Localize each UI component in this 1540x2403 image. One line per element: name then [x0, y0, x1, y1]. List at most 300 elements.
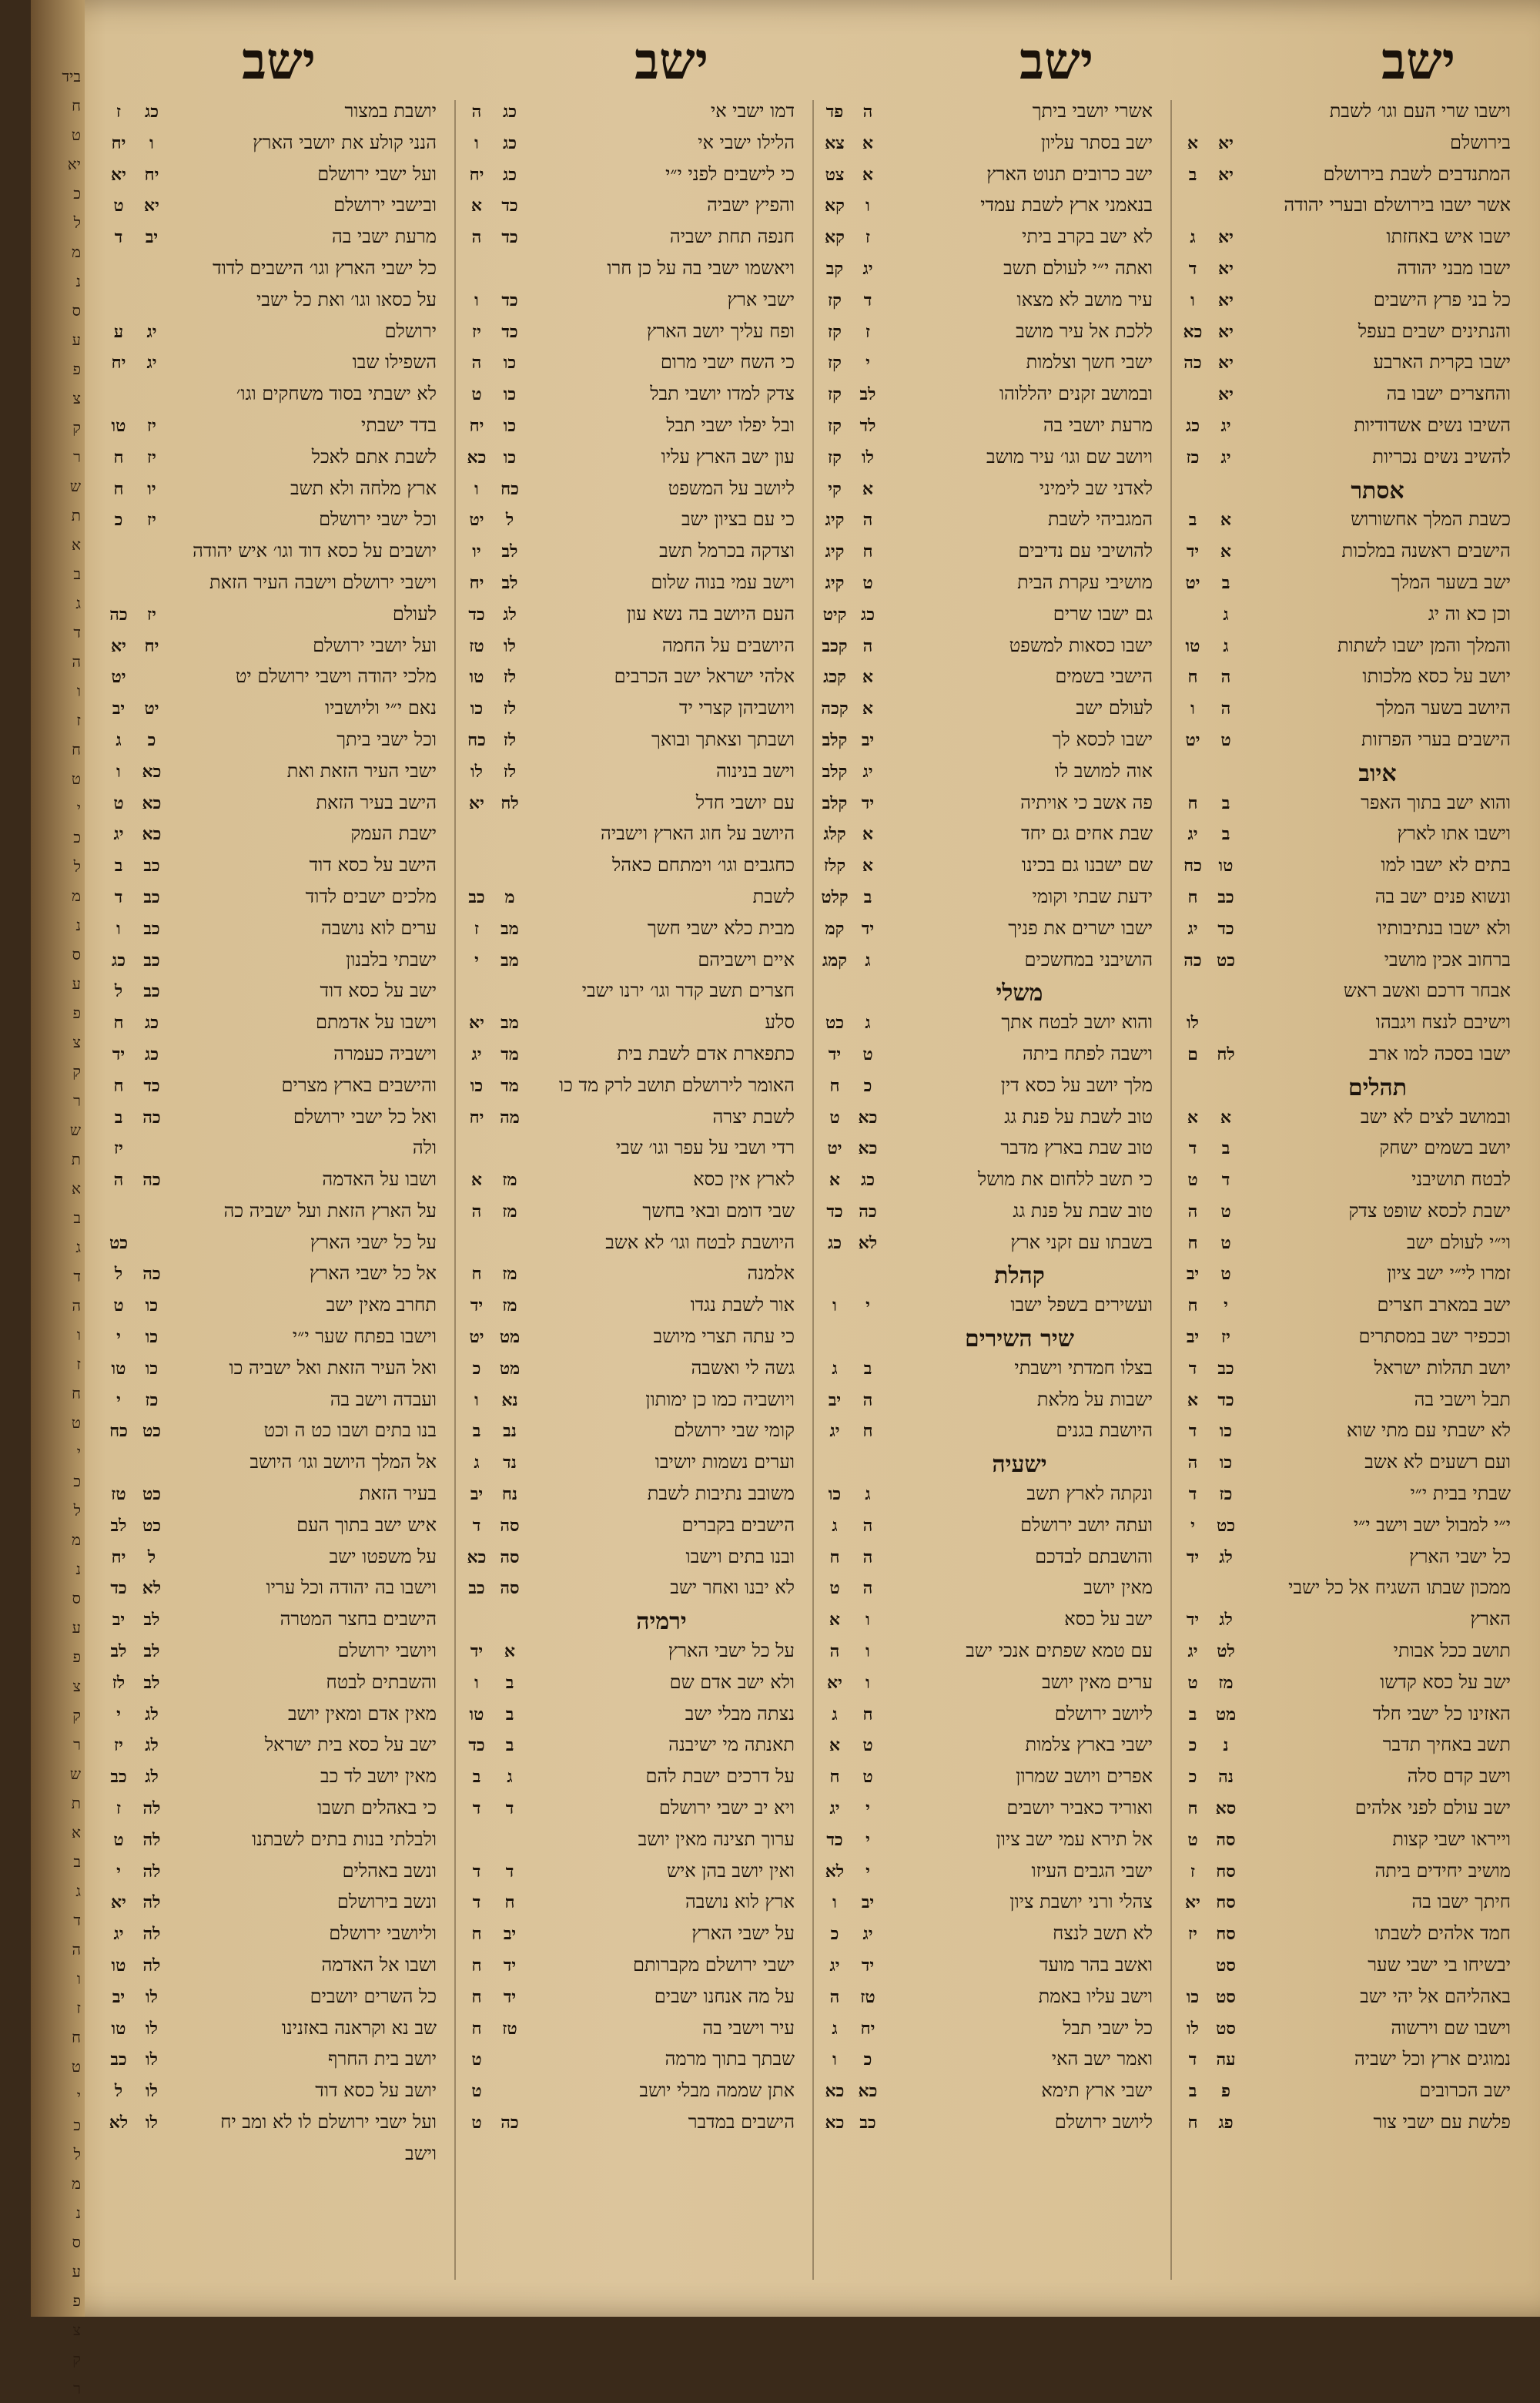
chapter-ref: א [862, 824, 874, 845]
chapter-ref: יב [503, 1924, 517, 1945]
chapter-ref: לח [500, 793, 519, 813]
concordance-entry [462, 1294, 801, 1326]
verse-ref: קמ [825, 918, 845, 939]
concordance-entry [104, 1357, 443, 1389]
concordance-entry [104, 665, 443, 697]
entry-text: לעולם [392, 602, 437, 625]
verse-ref: א [470, 196, 483, 216]
gutter-line: ס [72, 945, 81, 964]
concordance-entry [462, 635, 801, 666]
concordance-entry [820, 1546, 1159, 1577]
chapter-ref: לג [145, 1735, 159, 1756]
chapter-ref: ד [1221, 1170, 1230, 1191]
entry-text: איים וישביהם [698, 948, 795, 970]
concordance-entry [1178, 1200, 1517, 1232]
verse-ref: קלב [822, 761, 848, 782]
concordance-entry [1178, 665, 1517, 697]
verse-ref: קיט [822, 604, 847, 625]
verse-ref: ח [113, 447, 124, 468]
concordance-entry [462, 2111, 801, 2143]
gutter-line: א [71, 1179, 81, 1198]
chapter-ref: ג [1223, 635, 1229, 656]
entry-text: עיר מושב לא מצאו [1016, 288, 1153, 310]
chapter-ref: יד [861, 918, 875, 939]
chapter-ref: יח [144, 635, 159, 656]
concordance-entry [104, 1640, 443, 1671]
concordance-entry [462, 1640, 801, 1671]
entry-text: שבתי בבית י״י [1410, 1483, 1511, 1505]
concordance-entry [1178, 414, 1517, 446]
verse-ref: ז [1190, 1861, 1196, 1882]
chapter-ref: א [504, 1641, 516, 1662]
verse-ref: קלב [822, 793, 848, 813]
entry-text: היושבת לבטח וגו׳ לא אשב [605, 1231, 795, 1253]
verse-ref: ב [1188, 2081, 1197, 2102]
verse-ref: ג [832, 1515, 838, 1536]
book-heading [1178, 760, 1517, 792]
entry-text: והפיץ ישביה [707, 194, 795, 216]
concordance-entry [820, 665, 1159, 697]
entry-text: ארץ לוא נושבה [685, 1891, 795, 1913]
entry-text: לשבת יצרה [712, 1105, 795, 1128]
chapter-ref: כא [142, 793, 162, 813]
chapter-ref: יג [862, 761, 873, 782]
chapter-ref: כז [145, 1389, 159, 1410]
verse-ref: טו [469, 667, 484, 688]
chapter-ref: לו [146, 2113, 158, 2133]
verse-ref: ז [474, 918, 480, 939]
concordance-entry [462, 1860, 801, 1892]
entry-text: ישב במארב חצרים [1377, 1294, 1511, 1316]
entry-text: לא ישב בקרב ביתי [1022, 226, 1153, 248]
verse-ref: יג [113, 824, 124, 845]
concordance-entry [104, 917, 443, 949]
gutter-line: ס [72, 301, 81, 320]
verse-ref: א [470, 1170, 483, 1191]
header-col-2: ישב [1019, 31, 1093, 91]
verse-ref: לא [825, 1861, 845, 1882]
entry-text: היושב על חוג הארץ וישביה [601, 823, 795, 845]
entry-text: ישבו לכסא לך [1052, 728, 1153, 750]
verse-ref: ב [1188, 510, 1197, 531]
concordance-entry [820, 1514, 1159, 1546]
chapter-ref: לב [501, 572, 518, 593]
concordance-entry [820, 478, 1159, 509]
verse-ref: ג [832, 1358, 838, 1379]
chapter-ref: יז [147, 604, 156, 625]
concordance-entry [104, 1703, 443, 1734]
chapter-ref: כו [503, 415, 517, 436]
chapter-ref: לו [146, 2018, 158, 2039]
book-heading [1178, 1074, 1517, 1106]
entry-text: כחגבים וגו׳ וימתחם כאהל [612, 854, 795, 876]
concordance-entry [820, 2111, 1159, 2143]
verse-ref: יט [111, 667, 126, 688]
gutter-text [38, 62, 81, 2403]
concordance-entry [820, 226, 1159, 257]
chapter-ref: סח [1216, 1892, 1236, 1913]
gutter-line: נ [75, 916, 81, 934]
verse-ref: ז [116, 1798, 122, 1819]
chapter-ref: סה [1216, 1829, 1236, 1850]
chapter-ref: סט [1216, 1986, 1236, 2007]
entry-text: לאדני שב לימיני [1039, 477, 1153, 499]
entry-text: ערוך תצינה מאין יושב [638, 1828, 795, 1850]
chapter-ref: י [865, 1829, 870, 1850]
entry-text: ישבו בקרית הארבע [1373, 351, 1511, 374]
verse-ref: יב [1186, 1264, 1200, 1285]
gutter-line: ל [73, 213, 81, 232]
entry-text: ממכון שבתו השגיח אל כל ישבי [1288, 1577, 1511, 1599]
concordance-entry [1178, 949, 1517, 980]
verse-ref: י [116, 1327, 121, 1348]
verse-ref: יד [1186, 1610, 1200, 1630]
entry-text: ואוריד כאביר יושבים [1006, 1797, 1153, 1819]
chapter-ref: מט [499, 1358, 521, 1379]
chapter-ref: ט [1220, 1201, 1231, 1222]
concordance-entry [104, 1828, 443, 1860]
entry-text: לשבת [752, 885, 795, 907]
entry-text: תבל וישבי בה [1414, 1388, 1511, 1410]
entry-text: ברחוב אכין מושבי [1384, 948, 1511, 970]
chapter-ref: נ [1223, 1735, 1229, 1756]
verse-ref: ט [113, 1829, 124, 1850]
chapter-ref: ו [865, 1610, 870, 1630]
verse-ref: כ [830, 1924, 839, 1945]
verse-ref: ג [832, 1704, 838, 1724]
book-name: אסתר [1351, 477, 1404, 504]
entry-text: ידעת שבתי וקומי [1032, 885, 1153, 907]
entry-text: ישב הכרובים [1419, 2080, 1511, 2102]
verse-ref: קכה [821, 699, 849, 719]
concordance-entry [462, 1419, 801, 1451]
chapter-ref: ג [865, 1484, 871, 1505]
concordance-column-2 [820, 100, 1159, 2287]
entry-text: ואמר ישב האי [1051, 2048, 1153, 2070]
verse-ref: יז [114, 1735, 123, 1756]
verse-ref: ד [1188, 2049, 1197, 2070]
entry-text: ואשב בהר מועד [1039, 1954, 1153, 1976]
concordance-entry [820, 1986, 1159, 2017]
chapter-ref: ג [1223, 604, 1229, 625]
chapter-ref: א [1220, 541, 1232, 562]
entry-text: השיבו נשים אשדודיות [1354, 414, 1511, 436]
entry-text: וישב קדם סלה [1407, 1765, 1511, 1788]
entry-text: מרעת יושבי בה [1043, 414, 1153, 436]
concordance-entry [1178, 508, 1517, 540]
chapter-ref: כד [143, 1075, 160, 1096]
verse-ref: ח [113, 478, 124, 499]
verse-ref: כה [1183, 950, 1202, 970]
gutter-line: ל [73, 2145, 81, 2163]
entry-text: ולא ישב אדם שם [669, 1671, 795, 1693]
gutter-line: ט [71, 2057, 81, 2076]
verse-ref: קז [828, 384, 842, 405]
concordance-entry [1178, 1168, 1517, 1200]
verse-ref: ט [829, 1107, 840, 1128]
concordance-entry [462, 383, 801, 414]
entry-text: ישב בשער המלך [1391, 571, 1511, 593]
concordance-entry [104, 1734, 443, 1765]
verse-ref: יד [828, 1044, 842, 1064]
verse-ref: ו [474, 1672, 479, 1693]
verse-ref: קלט [821, 886, 849, 907]
verse-ref: יז [472, 321, 481, 342]
gutter-line: ד [73, 1267, 81, 1285]
column-rule [1170, 100, 1172, 2280]
concordance-entry [1178, 1514, 1517, 1546]
chapter-ref: נה [1218, 1767, 1234, 1788]
entry-text: וי״י לעולם ישב [1406, 1231, 1511, 1253]
chapter-ref: ה [862, 1547, 873, 1567]
entry-text: ליושב ירושלם [1054, 2111, 1153, 2133]
chapter-ref: כג [144, 102, 159, 122]
entry-text: ולא ישבו בנתיבותיו [1377, 917, 1511, 939]
chapter-ref: יג [146, 321, 157, 342]
entry-text: לא ישבתי עם מתי שוא [1346, 1419, 1511, 1442]
entry-text: וכל ישבי ביתך [336, 728, 437, 750]
concordance-entry [462, 2080, 801, 2111]
entry-text: יושב על כסא דוד [315, 2080, 437, 2102]
gutter-line: ט [71, 769, 81, 788]
chapter-ref: לה [142, 1798, 161, 1819]
gutter-line: מ [72, 1530, 81, 1549]
concordance-entry [104, 1326, 443, 1357]
chapter-ref: כד [501, 227, 518, 248]
chapter-ref: טז [502, 2018, 517, 2039]
verse-ref: ו [474, 290, 479, 310]
chapter-ref: ב [505, 1704, 514, 1724]
header-col-3: ישב [634, 31, 708, 91]
concordance-entry [104, 2143, 443, 2174]
chapter-ref: מז [502, 1295, 517, 1316]
concordance-entry [104, 446, 443, 478]
entry-text: היושבת בגנים [1056, 1419, 1153, 1442]
gutter-line: ס [72, 2233, 81, 2251]
verse-ref: א [829, 1610, 841, 1630]
chapter-ref: כד [501, 321, 518, 342]
verse-ref: כב [468, 886, 485, 907]
concordance-entry [104, 980, 443, 1011]
chapter-ref: יא [144, 196, 159, 216]
chapter-ref: יט [144, 699, 159, 719]
entry-text: עם טמא שפתים אנכי ישב [966, 1640, 1153, 1662]
chapter-ref: כו [145, 1295, 159, 1316]
gutter-line: ז [76, 1999, 81, 2017]
entry-text: ישבי חשך וצלמות [1026, 351, 1153, 374]
chapter-ref: יז [1221, 1327, 1230, 1348]
concordance-entry [1178, 289, 1517, 320]
concordance-entry [1178, 1419, 1517, 1451]
verse-ref: א [829, 1735, 841, 1756]
gutter-line: ת [71, 1150, 81, 1168]
entry-text: מאין אדם ומאין יושב [287, 1702, 437, 1724]
concordance-entry [820, 1797, 1159, 1828]
verse-ref: ח [113, 1013, 124, 1034]
concordance-entry [462, 886, 801, 917]
chapter-ref: כו [503, 384, 517, 405]
concordance-entry [1178, 100, 1517, 132]
entry-text: הנני קולע את יושבי הארץ [253, 131, 437, 153]
chapter-ref: לה [142, 1924, 161, 1945]
verse-ref: ח [1187, 886, 1198, 907]
book-heading [820, 1451, 1159, 1483]
concordance-entry [462, 351, 801, 383]
concordance-entry [104, 320, 443, 352]
verse-ref: כד [826, 1829, 843, 1850]
chapter-ref: כג [502, 102, 517, 122]
entry-text: הישב על כסא דוד [309, 854, 437, 876]
entry-text: בתים לא ישבו למו [1381, 854, 1511, 876]
verse-ref: ל [114, 981, 123, 1002]
entry-text: בנאמני ארץ לשבת עמדי [980, 194, 1153, 216]
chapter-ref: ד [863, 290, 872, 310]
gutter-line: כ [73, 828, 81, 846]
chapter-ref: סט [1216, 1956, 1236, 1976]
verse-ref: ה [471, 1201, 482, 1222]
entry-text: ישב על כסא בית ישראל [264, 1734, 437, 1756]
concordance-entry [1178, 1734, 1517, 1765]
entry-text: ויושביה כמו כן ימותון [645, 1388, 795, 1410]
entry-text: ירושלם [384, 320, 437, 342]
verse-ref: כד [826, 1201, 843, 1222]
concordance-entry [820, 603, 1159, 635]
verse-ref: יא [469, 1013, 484, 1034]
chapter-ref: ח [862, 1704, 873, 1724]
verse-ref: קז [828, 290, 842, 310]
verse-ref: ט [1187, 1170, 1198, 1191]
chapter-ref: ד [505, 1861, 514, 1882]
chapter-ref: לג [1219, 1610, 1233, 1630]
verse-ref: יג [1187, 1641, 1198, 1662]
gutter-line: ה [72, 652, 81, 671]
entry-text: ישבי בארץ צלמות [1025, 1734, 1153, 1756]
chapter-ref: לו [504, 635, 516, 656]
entry-text: וכן כא וה יג [1428, 602, 1511, 625]
entry-text: יבשיחו בי ישבי שער [1368, 1954, 1511, 1976]
header-col-4: ישב [242, 31, 316, 91]
chapter-ref: יג [862, 258, 873, 279]
entry-text: ואל העיר הזאת ואל ישביה כו [229, 1356, 437, 1379]
chapter-ref: מב [500, 918, 519, 939]
concordance-entry [462, 603, 801, 635]
entry-text: כי לישבים לפני י״י [665, 163, 795, 185]
entry-text: ערים לוא נושבה [321, 917, 437, 939]
chapter-ref: י [1224, 1295, 1228, 1316]
concordance-entry [104, 1168, 443, 1200]
concordance-entry [1178, 351, 1517, 383]
concordance-entry [1178, 194, 1517, 226]
verse-ref: ד [114, 227, 123, 248]
verse-ref: ד [472, 1861, 481, 1882]
concordance-entry [1178, 257, 1517, 289]
entry-text: אל המלך היושב וגו׳ היושב [249, 1451, 437, 1473]
verse-ref: ל [114, 1264, 123, 1285]
entry-text: כל ישבי תבל [1063, 2016, 1153, 2039]
entry-text: וככפיר ישב במסתרים [1358, 1326, 1511, 1348]
entry-text: על כל ישבי הארץ [668, 1640, 795, 1662]
concordance-entry [1178, 1608, 1517, 1640]
entry-text: על הארץ הזאת ועל ישביה כה [223, 1199, 437, 1222]
entry-text: הישבים בערי הפרזות [1361, 728, 1511, 750]
chapter-ref: סא [1215, 1798, 1237, 1819]
entry-text: כי באהלים תשבו [317, 1797, 437, 1819]
verse-ref: לב [110, 1641, 127, 1662]
concordance-entry [104, 571, 443, 603]
concordance-entry [104, 1891, 443, 1922]
concordance-entry [104, 1106, 443, 1138]
gutter-line: פ [72, 1647, 81, 1666]
entry-text: יושבים על כסא דוד וגו׳ איש יהודה [192, 540, 437, 562]
chapter-ref: א [1220, 510, 1232, 531]
concordance-entry [820, 2017, 1159, 2049]
entry-text: ועשירים בשפל ישבו [1010, 1294, 1153, 1316]
concordance-entry [1178, 1357, 1517, 1389]
verse-ref: קא [825, 196, 845, 216]
concordance-entry [820, 1106, 1159, 1138]
chapter-ref: לו [146, 2081, 158, 2102]
verse-ref: כו [470, 1075, 484, 1096]
verse-ref: כ [472, 1358, 481, 1379]
chapter-ref: נד [503, 1453, 517, 1473]
verse-ref: קמג [822, 950, 848, 970]
entry-text: ישבו איש באחזתו [1386, 226, 1511, 248]
verse-ref: ה [829, 1641, 840, 1662]
verse-ref: י [116, 1704, 121, 1724]
concordance-entry [462, 1137, 801, 1168]
column-rule [812, 100, 814, 2280]
verse-ref: יא [111, 635, 126, 656]
gutter-line: ז [76, 1355, 81, 1373]
entry-text: וייראו ישבי קצות [1392, 1828, 1511, 1850]
chapter-ref: א [862, 699, 874, 719]
concordance-entry [1178, 2048, 1517, 2080]
chapter-ref: ב [505, 1672, 514, 1693]
chapter-ref: י [865, 1295, 870, 1316]
entry-text: כל בני פרץ הישבים [1373, 288, 1511, 310]
entry-text: אל תירא עמי ישב ציון [996, 1828, 1153, 1850]
entry-text: וישבה לפתח ביתה [1023, 1042, 1153, 1064]
verse-ref: ה [1187, 1201, 1198, 1222]
book-name: תהלים [1348, 1074, 1408, 1101]
entry-text: הושיבני במחשכים [1024, 948, 1153, 970]
entry-text: ישבו מבני יהודה [1397, 256, 1511, 279]
concordance-entry [462, 540, 801, 571]
verse-ref: ט [471, 2113, 482, 2133]
entry-text: אפרים ויושב שמרון [1016, 1765, 1153, 1788]
verse-ref: צט [825, 164, 845, 185]
entry-text: שב נא וקראנה באזנינו [281, 2016, 437, 2039]
concordance-entry [820, 540, 1159, 571]
entry-text: ישבי ארץ תימא [1041, 2080, 1153, 2102]
verse-ref: י [474, 950, 479, 970]
entry-text: המגביהי לשבת [1048, 508, 1153, 531]
concordance-entry [462, 414, 801, 446]
verse-ref: י [116, 1861, 121, 1882]
entry-text: יושבת במצור [344, 100, 437, 122]
entry-text: היושב בשער המלך [1375, 697, 1511, 719]
verse-ref: קז [828, 447, 842, 468]
gutter-line: ב [73, 565, 81, 583]
chapter-ref: ט [862, 1767, 873, 1788]
verse-ref: ד [114, 886, 123, 907]
verse-ref: יד [1186, 1547, 1200, 1567]
entry-text: ישבת לכסא שופט צדק [1348, 1199, 1511, 1222]
verse-ref: ח [829, 1075, 840, 1096]
concordance-entry [104, 949, 443, 980]
entry-text: כי עתה תצרי מיושב [653, 1326, 795, 1348]
verse-ref: ט [1187, 1829, 1198, 1850]
